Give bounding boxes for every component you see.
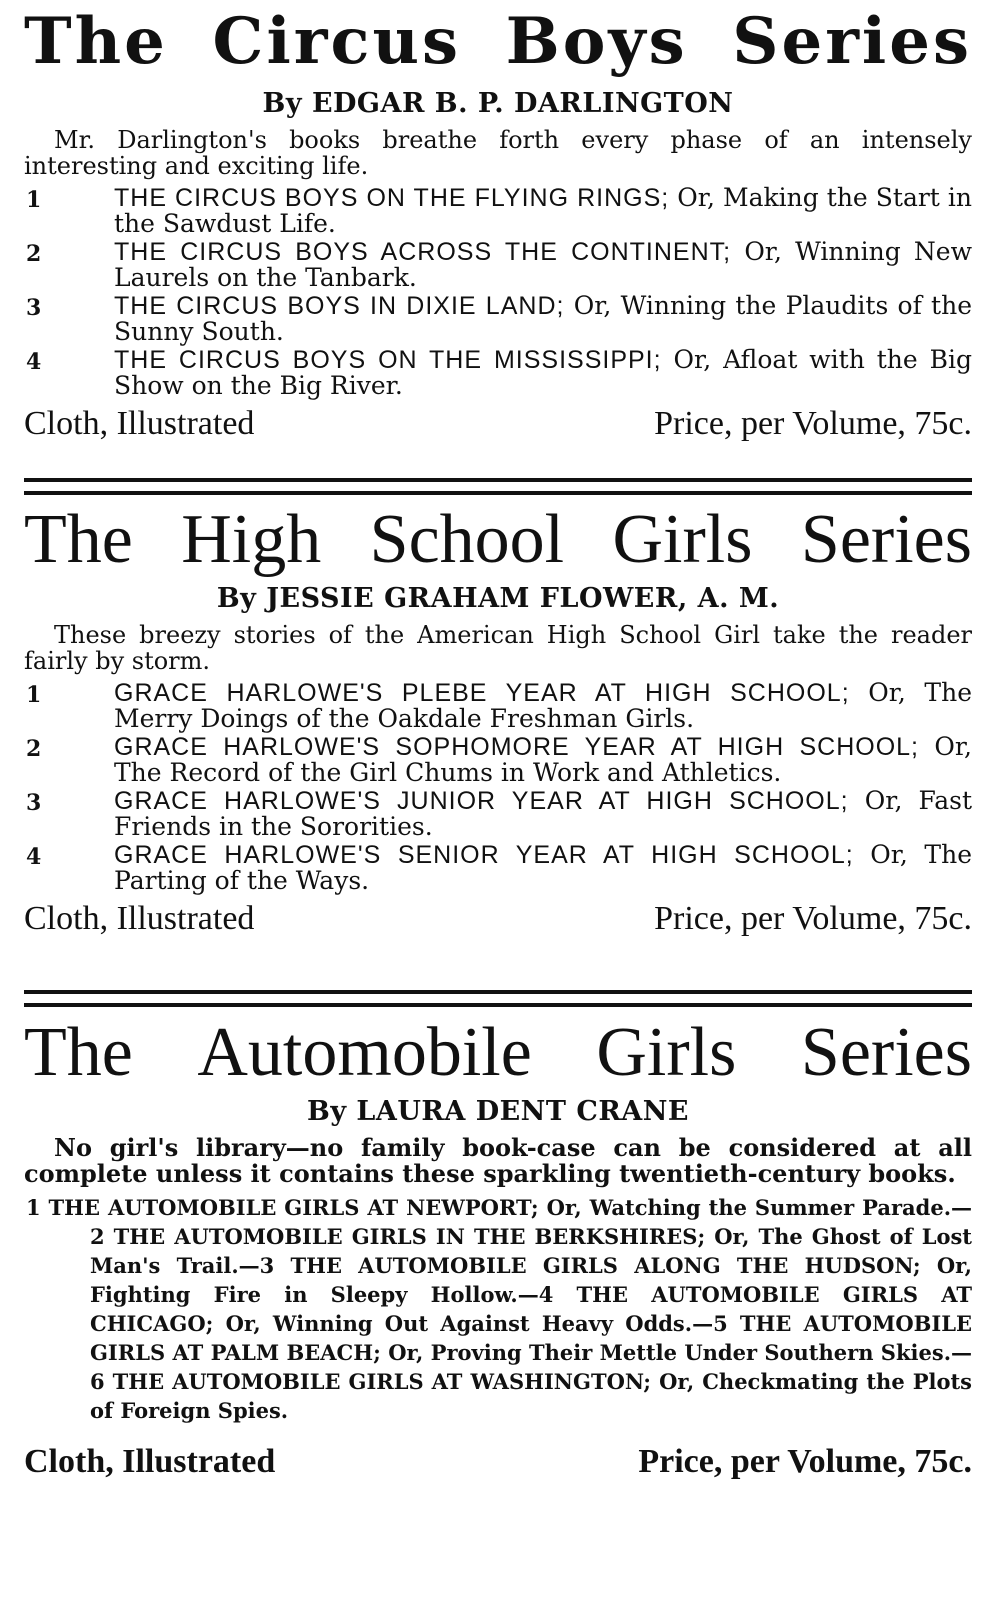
series-description: No girl's library—no family book-case can be considered at all complete unless it contains these sparkling twentieth-century books.: [24, 1133, 972, 1188]
book-list: [24, 680, 972, 894]
series-automobile-girls: [24, 1014, 972, 1481]
book-number: 1: [26, 682, 42, 708]
binding-text: Cloth, Illustrated: [24, 405, 255, 442]
book-title: GRACE HARLOWE'S JUNIOR YEAR AT HIGH SCHOOL;: [114, 787, 849, 815]
series-title: The Circus Boys Series: [24, 4, 972, 79]
price-text: Price, per Volume, 75c.: [654, 405, 972, 442]
book-list: [24, 185, 972, 399]
book-title: THE CIRCUS BOYS ON THE FLYING RINGS;: [114, 184, 670, 212]
series-title: The Automobile Girls Series: [24, 1014, 972, 1091]
book-subtitle: Or, Winning New Laurels on the Tanbark.: [114, 237, 972, 292]
book-subtitle: Or, The Parting of the Ways.: [114, 840, 972, 895]
book-entry: [24, 239, 972, 291]
book-number: 3: [26, 790, 42, 816]
book-subtitle: Or, Afloat with the Big Show on the Big River.: [114, 345, 972, 400]
book-subtitle: Or, The Record of the Girl Chums in Work and Athletics.: [114, 732, 972, 787]
book-number: 4: [26, 349, 42, 375]
book-entry: [24, 842, 972, 894]
book-title: GRACE HARLOWE'S PLEBE YEAR AT HIGH SCHOOL;: [114, 679, 850, 707]
book-title: THE CIRCUS BOYS IN DIXIE LAND;: [114, 292, 565, 320]
book-subtitle: Or, Making the Start in the Sawdust Life.: [114, 183, 972, 238]
book-list: 1 THE AUTOMOBILE GIRLS AT NEWPORT; Or, Watching the Summer Parade.—2 THE AUTOMOBILE GIRLS IN THE BERKSHIRES; Or, The Ghost of Lost Man's Trail.—3 THE AUTOMOBILE GIRLS ALONG THE HUDSON; Or, Fighting Fire in Sleepy Hollow.—4 THE AUTOMOBILE GIRLS AT CHICAGO; Or, Winning Out Against Heavy Odds.—5 THE AUTOMOBILE GIRLS AT PALM BEACH; Or, Proving Their Mettle Under Southern Skies.—6 THE AUTOMOBILE GIRLS AT WASHINGTON; Or, Checkmating the Plots of Foreign Spies.: [26, 1195, 972, 1423]
series-author: By JESSIE GRAHAM FLOWER, A. M.: [216, 583, 780, 614]
series-author: By LAURA DENT CRANE: [307, 1096, 689, 1127]
series-circus-boys: [24, 4, 973, 443]
book-title: THE CIRCUS BOYS ON THE MISSISSIPPI;: [114, 346, 662, 374]
series-author: By EDGAR B. P. DARLINGTON: [262, 88, 734, 119]
book-entry: [24, 293, 972, 345]
series-footer: [24, 1443, 972, 1481]
series-footer: [24, 405, 972, 443]
binding-text: Cloth, Illustrated: [24, 900, 255, 937]
double-rule-divider: [24, 478, 972, 495]
series-description: These breezy stories of the American High School Girl take the reader fairly by storm.: [24, 621, 972, 675]
book-number: 2: [26, 241, 42, 267]
book-number: 1: [26, 187, 42, 213]
series-high-school-girls: [24, 501, 972, 938]
book-entry: [24, 185, 972, 237]
series-description: Mr. Darlington's books breathe forth every phase of an intensely interesting and exciting life.: [24, 126, 972, 180]
book-number: 3: [26, 295, 42, 321]
double-rule-divider: [24, 990, 972, 1007]
price-text: Price, per Volume, 75c.: [654, 900, 972, 937]
book-entry: [24, 680, 972, 732]
book-title: THE CIRCUS BOYS ACROSS THE CONTINENT;: [114, 238, 732, 266]
book-number: 4: [26, 844, 42, 870]
binding-text: Cloth, Illustrated: [24, 1443, 276, 1480]
book-entry: [24, 734, 972, 786]
book-subtitle: Or, Winning the Plaudits of the Sunny South.: [114, 291, 973, 346]
book-title: GRACE HARLOWE'S SOPHOMORE YEAR AT HIGH SCHOOL;: [114, 733, 919, 761]
book-number: 2: [26, 736, 42, 762]
series-title: The High School Girls Series: [24, 501, 972, 578]
series-footer: [24, 900, 972, 938]
book-subtitle: Or, Fast Friends in the Sororities.: [114, 786, 972, 841]
book-entry: [24, 347, 972, 399]
book-entry: [24, 788, 972, 840]
book-subtitle: Or, The Merry Doings of the Oakdale Freshman Girls.: [114, 678, 972, 733]
price-text: Price, per Volume, 75c.: [638, 1443, 972, 1480]
book-title: GRACE HARLOWE'S SENIOR YEAR AT HIGH SCHOOL;: [114, 841, 854, 869]
